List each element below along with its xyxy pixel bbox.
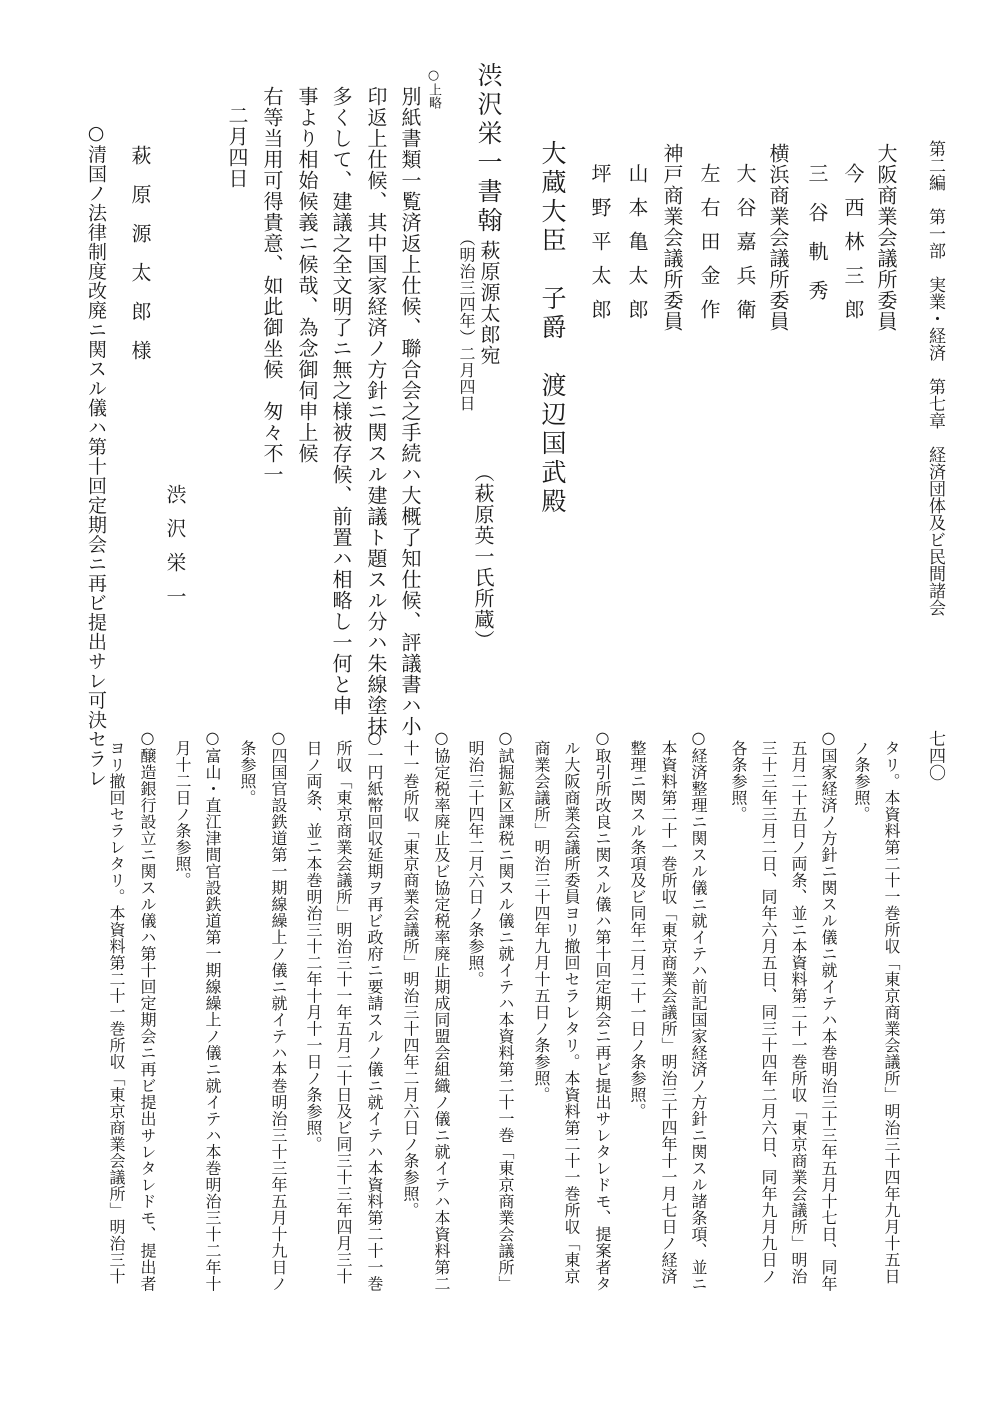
running-head: 第二編 第一部 実業・経済 第七章 経済団体及ビ民間諸会	[925, 140, 945, 616]
letter-line: 右等当用可得貴意、如此御坐候 匆々不一	[260, 86, 284, 485]
page-number: 七四〇	[925, 730, 945, 781]
osaka-committee-label: 大阪商業会議所委員	[874, 143, 898, 332]
note-line: ノ条参照。	[852, 740, 871, 823]
note-line: 各条参照。	[729, 740, 748, 823]
letter-date: 二月四日	[225, 105, 249, 189]
note-line: ○国家経済ノ方針ニ関スル儀ニ就イテハ本巻明治三十三年五月十七日、同年	[819, 728, 838, 1292]
member-name: 山本亀太郎	[625, 163, 649, 333]
note-line: 五月二十五日ノ両条、並ニ本資料第二十一巻所収「東京商業会議所」明治	[789, 740, 808, 1285]
provenance: （萩原英一氏所蔵）	[471, 462, 495, 651]
member-name: 左右田金作	[697, 163, 721, 333]
note-line: ○取引所改良ニ関スル儀ハ第十回定期会ニ再ビ提出サレタレドモ、提案者タ	[593, 728, 612, 1292]
note-line: 条参照。	[238, 740, 257, 806]
note-line: 商業会議所」明治三十四年九月十五日ノ条参照。	[532, 740, 551, 1103]
note-line: ○富山・直江津間官設鉄道第一期線繰上ノ儀ニ就イテハ本巻明治三十二年十	[203, 728, 222, 1292]
member-name: 大谷嘉兵衛	[733, 163, 757, 333]
note-line: ○協定税率廃止及ビ協定税率廃止期成同盟会組織ノ儀ニ就イテハ本資料第二	[432, 728, 451, 1292]
letter-recipient-heading: 萩原源太郎宛	[477, 240, 501, 366]
note-line: 整理ニ関スル条項及ビ同年二月二十一日ノ条参照。	[628, 740, 647, 1120]
note-line: ○清国ノ法律制度改廃ニ関スル儀ハ第十回定期会ニ再ビ提出サレ可決セラレ	[85, 122, 107, 788]
letter-addressee: 萩原源太郎様	[128, 145, 152, 379]
letter-title: 渋沢栄一書翰	[474, 62, 503, 236]
note-line: ○試掘鉱区課税ニ関スル儀ニ就イテハ本資料第二十一巻「東京商業会議所」	[496, 728, 515, 1292]
note-line: ○一円紙幣回収延期ヲ再ビ政府ニ要請スルノ儀ニ就イテハ本資料第二十一巻	[365, 728, 384, 1292]
note-line: タリ。本資料第二十一巻所収「東京商業会議所」明治三十四年九月十五日	[882, 740, 901, 1285]
member-name: 三谷軌秀	[805, 163, 829, 319]
note-line: ○経済整理ニ関スル儀ニ就イテハ前記国家経済ノ方針ニ関スル諸条項、並ニ	[689, 728, 708, 1292]
note-line: 明治三十四年二月六日ノ条参照。	[466, 740, 485, 988]
letter-line: 事より相始候義ニ候哉、為念御伺申上候	[295, 86, 319, 464]
addressee: 大蔵大臣 子爵 渡辺国武殿	[538, 140, 567, 517]
letter-date-heading: （明治三四年）二月四日	[457, 230, 476, 412]
letter-line: 別紙書類一覧済返上仕候、聯合会之手続ハ大概了知仕候、評議書ハ小	[398, 86, 422, 737]
omission-mark: ○上略	[426, 68, 441, 109]
note-line: 三十三年三月二日、同年六月五日、同三十四年二月六日、同年九月九日ノ	[759, 740, 778, 1285]
note-line: 月十二日ノ条参照。	[173, 740, 192, 889]
kobe-committee-label: 神戸商業会議所委員	[660, 143, 684, 332]
note-line: ○四国官設鉄道第一期線繰上ノ儀ニ就イテハ本巻明治三十三年五月十九日ノ	[269, 728, 288, 1292]
note-line: 日ノ両条、並ニ本巻明治三十二年十月十一日ノ条参照。	[304, 740, 323, 1153]
note-line: ヨリ撤回セラレタリ。本資料第二十一巻所収「東京商業会議所」明治三十	[107, 740, 126, 1285]
member-name: 今西林三郎	[841, 163, 865, 333]
note-line: ○醸造銀行設立ニ関スル儀ハ第十回定期会ニ再ビ提出サレタレドモ、提出者	[138, 728, 157, 1292]
note-line: 所収「東京商業会議所」明治三十一年五月二十日及ビ同三十三年四月三十	[334, 740, 353, 1285]
member-name: 坪野平太郎	[588, 163, 612, 333]
yokohama-committee-label: 横浜商業会議所委員	[766, 143, 790, 332]
note-line: 本資料第二十一巻所収「東京商業会議所」明治三十四年十一月七日ノ経済	[659, 740, 678, 1285]
note-line: 十一巻所収「東京商業会議所」明治三十四年二月六日ノ条参照。	[401, 740, 420, 1219]
letter-line: 印返上仕候、其中国家経済ノ方針ニ関スル建議ト題スル分ハ朱線塗抹	[364, 86, 388, 737]
letter-line: 多くして、建議之全文明了ニ無之様被存候、前置ハ相略し一何と申	[329, 86, 353, 716]
note-line: ル大阪商業会議所委員ヨリ撤回セラレタリ。本資料第二十一巻所収「東京	[562, 740, 581, 1285]
letter-sender: 渋沢栄一	[163, 484, 187, 620]
